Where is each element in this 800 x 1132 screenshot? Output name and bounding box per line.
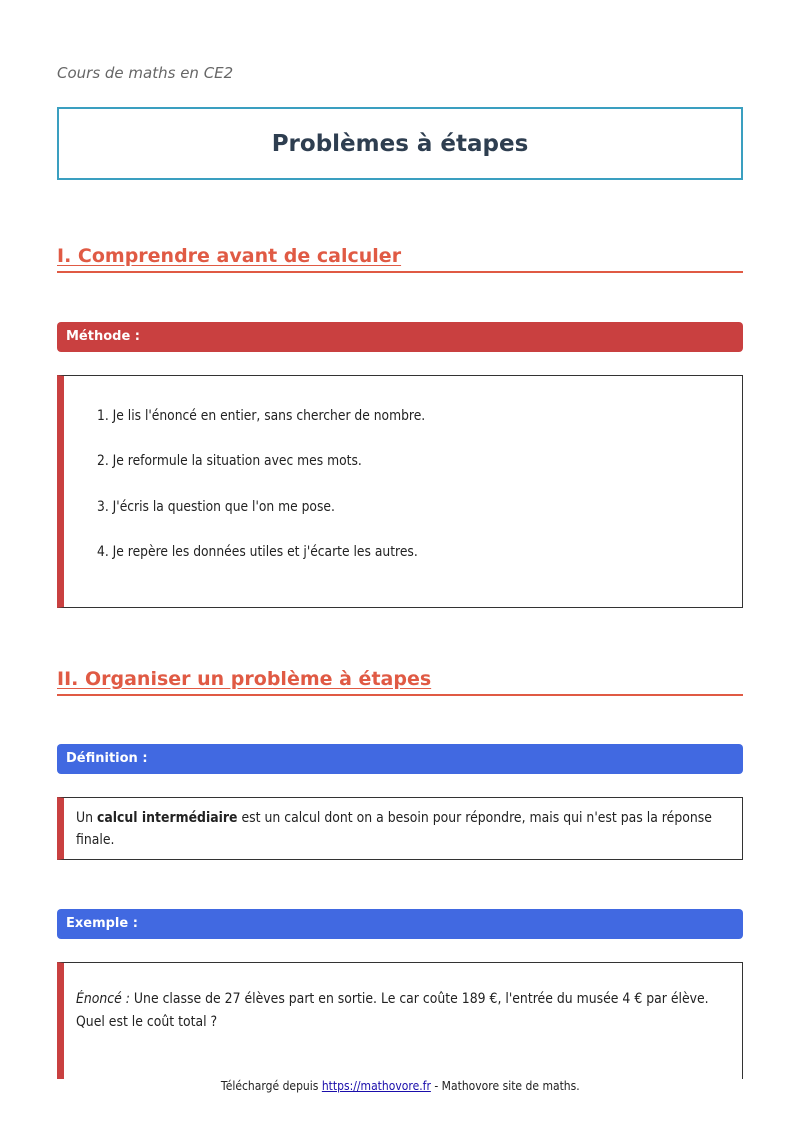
section-heading-2: II. Organiser un problème à étapes bbox=[57, 668, 743, 696]
footer-link[interactable]: https://mathovore.fr bbox=[321, 1079, 431, 1093]
method-step-2: 2. Je reformule la situation avec mes mots. bbox=[97, 453, 362, 469]
page-title: Problèmes à étapes bbox=[271, 130, 529, 157]
course-label: Cours de maths en CE2 bbox=[57, 64, 234, 82]
footer-text bbox=[221, 1079, 580, 1093]
footer bbox=[0, 1079, 800, 1132]
method-step-4: 4. Je repère les données utiles et j'écarte les autres. bbox=[97, 544, 418, 560]
method-step-1: 1. Je lis l'énoncé en entier, sans chercher de nombre. bbox=[97, 408, 426, 424]
definition-banner: Définition : bbox=[57, 744, 743, 774]
method-step-3: 3. J'écris la question que l'on me pose. bbox=[97, 499, 335, 515]
example-statement: Une classe de 27 élèves part en sortie. Le car coûte 189 €, l'entrée du musée 4 € par élève. Quel est le coût total ? bbox=[76, 991, 709, 1030]
definition-text bbox=[76, 807, 735, 851]
footer-after: - Mathovore site de maths. bbox=[430, 1079, 580, 1093]
example-banner: Exemple : bbox=[57, 909, 743, 939]
definition-before: Un bbox=[76, 810, 97, 826]
definition-term: calcul intermédiaire bbox=[96, 810, 238, 826]
method-banner: Méthode : bbox=[57, 322, 743, 352]
example-box bbox=[57, 962, 743, 1082]
example-prefix: Énoncé : bbox=[76, 991, 130, 1007]
definition-box bbox=[57, 797, 743, 860]
title-box bbox=[57, 107, 743, 180]
section-heading-1: I. Comprendre avant de calculer bbox=[57, 245, 743, 273]
footer-before: Téléchargé depuis bbox=[220, 1079, 322, 1093]
method-box bbox=[57, 375, 743, 608]
example-text bbox=[76, 988, 735, 1034]
definition-after: est un calcul dont on a besoin pour répondre, mais qui n'est pas la réponse finale. bbox=[76, 810, 712, 848]
